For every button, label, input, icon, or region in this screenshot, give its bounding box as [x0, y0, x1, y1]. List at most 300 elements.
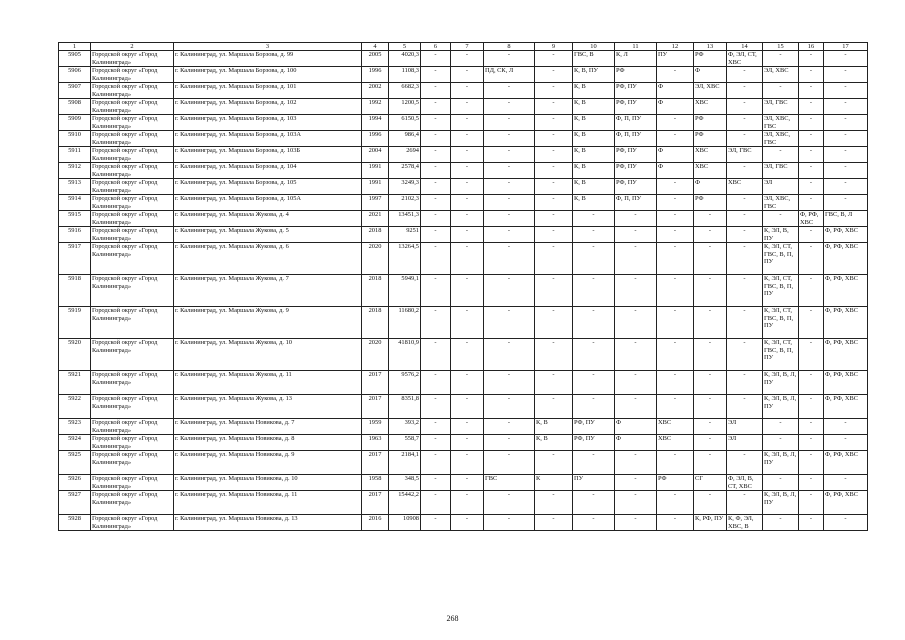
housing-register-table — [58, 42, 868, 531]
table-row — [59, 195, 868, 211]
col-10-cell: К, В — [573, 195, 615, 211]
col-6-cell: - — [421, 395, 451, 419]
address-cell: г. Калининград, ул. Маршала Борзова, д. 101 — [174, 83, 362, 99]
col-8-cell: - — [484, 179, 535, 195]
table-row — [59, 371, 868, 395]
col-10-cell: РФ, ПУ — [573, 435, 615, 451]
col-11-cell: - — [615, 475, 657, 491]
col-11-cell: Ф — [615, 419, 657, 435]
col-9-cell: - — [535, 515, 573, 531]
col-15-cell: - — [763, 419, 799, 435]
col-9-cell: - — [535, 243, 573, 275]
col-7-cell: - — [451, 99, 484, 115]
table-row — [59, 179, 868, 195]
col-16-cell: - — [799, 451, 824, 475]
table-row — [59, 515, 868, 531]
col-17-cell: - — [824, 419, 868, 435]
col-6-cell: - — [421, 475, 451, 491]
row-number-cell: 5926 — [59, 475, 91, 491]
col-14-cell: - — [727, 227, 763, 243]
table-row — [59, 83, 868, 99]
col-13-cell: - — [694, 395, 727, 419]
area-cell: 558,7 — [389, 435, 421, 451]
col-8-cell: - — [484, 451, 535, 475]
col-12-cell: ХВС — [657, 419, 694, 435]
col-8-cell: ПД, СК, Л — [484, 67, 535, 83]
col-6-cell: - — [421, 451, 451, 475]
col-17-cell: - — [824, 179, 868, 195]
col-10-cell: - — [573, 451, 615, 475]
col-10-cell: - — [573, 515, 615, 531]
column-number: 16 — [799, 43, 824, 51]
area-cell: 4020,3 — [389, 51, 421, 67]
col-12-cell: - — [657, 179, 694, 195]
col-10-cell: ГВС, В — [573, 51, 615, 67]
build-year-cell: 1997 — [362, 195, 389, 211]
col-10-cell: - — [573, 395, 615, 419]
col-15-cell: ЭЛ, ХВС — [763, 67, 799, 83]
address-cell: г. Калининград, ул. Маршала Новикова, д. 8 — [174, 435, 362, 451]
col-7-cell: - — [451, 307, 484, 339]
col-9-cell: К — [535, 475, 573, 491]
build-year-cell: 2004 — [362, 147, 389, 163]
col-13-cell: РФ — [694, 115, 727, 131]
col-16-cell: - — [799, 243, 824, 275]
row-number-cell: 5905 — [59, 51, 91, 67]
col-16-cell: - — [799, 131, 824, 147]
col-9-cell: - — [535, 131, 573, 147]
table-row — [59, 211, 868, 227]
municipality-cell: Городской округ «Город Калининград» — [91, 339, 174, 371]
area-cell: 11680,2 — [389, 307, 421, 339]
build-year-cell: 2020 — [362, 339, 389, 371]
col-14-cell: - — [727, 83, 763, 99]
col-17-cell: - — [824, 83, 868, 99]
col-6-cell: - — [421, 339, 451, 371]
area-cell: 1108,3 — [389, 67, 421, 83]
col-11-cell: Ф — [615, 435, 657, 451]
col-12-cell: Ф — [657, 83, 694, 99]
col-16-cell: - — [799, 115, 824, 131]
col-11-cell: - — [615, 491, 657, 515]
col-17-cell: Ф, РФ, ХВС — [824, 275, 868, 307]
row-number-cell: 5920 — [59, 339, 91, 371]
area-cell: 2184,1 — [389, 451, 421, 475]
address-cell: г. Калининград, ул. Маршала Борзова, д. 103 — [174, 115, 362, 131]
col-15-cell: - — [763, 51, 799, 67]
col-17-cell: - — [824, 147, 868, 163]
col-13-cell: ЭЛ, ХВС — [694, 83, 727, 99]
col-10-cell: К, В — [573, 163, 615, 179]
table-row — [59, 163, 868, 179]
col-13-cell: - — [694, 275, 727, 307]
row-number-cell: 5910 — [59, 131, 91, 147]
col-9-cell: К, В — [535, 419, 573, 435]
col-7-cell: - — [451, 163, 484, 179]
col-14-cell: Ф, ЭЛ, В, СТ, ХВС — [727, 475, 763, 491]
build-year-cell: 2017 — [362, 451, 389, 475]
col-16-cell: - — [799, 99, 824, 115]
col-15-cell: - — [763, 475, 799, 491]
column-number: 14 — [727, 43, 763, 51]
municipality-cell: Городской округ «Город Калининград» — [91, 371, 174, 395]
address-cell: г. Калининград, ул. Маршала Жукова, д. 9 — [174, 307, 362, 339]
col-15-cell: ЭЛ, ХВС, ГВС — [763, 115, 799, 131]
row-number-cell: 5921 — [59, 371, 91, 395]
col-12-cell: - — [657, 115, 694, 131]
col-14-cell: ЭЛ, ГВС — [727, 147, 763, 163]
col-16-cell: - — [799, 179, 824, 195]
col-7-cell: - — [451, 395, 484, 419]
area-cell: 986,4 — [389, 131, 421, 147]
col-17-cell: - — [824, 99, 868, 115]
col-11-cell: - — [615, 307, 657, 339]
col-17-cell: Ф, РФ, ХВС — [824, 395, 868, 419]
col-6-cell: - — [421, 195, 451, 211]
area-cell: 9576,2 — [389, 371, 421, 395]
col-12-cell: - — [657, 211, 694, 227]
col-15-cell: К, ЭЛ, В, Л, ПУ — [763, 395, 799, 419]
col-8-cell: - — [484, 339, 535, 371]
col-9-cell: - — [535, 211, 573, 227]
table-row — [59, 451, 868, 475]
col-14-cell: - — [727, 211, 763, 227]
col-7-cell: - — [451, 227, 484, 243]
col-9-cell: - — [535, 147, 573, 163]
col-8-cell: - — [484, 51, 535, 67]
col-9-cell: - — [535, 115, 573, 131]
col-10-cell: К, В — [573, 83, 615, 99]
col-6-cell: - — [421, 163, 451, 179]
col-10-cell: К, В — [573, 115, 615, 131]
col-7-cell: - — [451, 451, 484, 475]
table-row — [59, 131, 868, 147]
col-17-cell: Ф, РФ, ХВС — [824, 243, 868, 275]
row-number-cell: 5916 — [59, 227, 91, 243]
col-11-cell: - — [615, 515, 657, 531]
area-cell: 41810,9 — [389, 339, 421, 371]
col-8-cell: - — [484, 435, 535, 451]
table-row — [59, 275, 868, 307]
col-17-cell: Ф, РФ, ХВС — [824, 307, 868, 339]
col-7-cell: - — [451, 419, 484, 435]
municipality-cell: Городской округ «Город Калининград» — [91, 491, 174, 515]
col-15-cell: ЭЛ, ГВС — [763, 99, 799, 115]
municipality-cell: Городской округ «Город Калининград» — [91, 227, 174, 243]
col-16-cell: Ф, РФ, ХВС — [799, 211, 824, 227]
address-cell: г. Калининград, ул. Маршала Новикова, д. 13 — [174, 515, 362, 531]
col-14-cell: - — [727, 307, 763, 339]
col-15-cell: - — [763, 83, 799, 99]
col-13-cell: СГ — [694, 475, 727, 491]
col-8-cell: - — [484, 131, 535, 147]
table-row — [59, 435, 868, 451]
row-number-cell: 5906 — [59, 67, 91, 83]
col-14-cell: - — [727, 163, 763, 179]
col-6-cell: - — [421, 275, 451, 307]
row-number-cell: 5928 — [59, 515, 91, 531]
col-13-cell: Ф — [694, 179, 727, 195]
col-6-cell: - — [421, 491, 451, 515]
col-8-cell: - — [484, 163, 535, 179]
col-10-cell: К, В — [573, 131, 615, 147]
col-17-cell: - — [824, 195, 868, 211]
col-9-cell: - — [535, 83, 573, 99]
col-13-cell: К, РФ, ПУ — [694, 515, 727, 531]
build-year-cell: 1992 — [362, 99, 389, 115]
col-17-cell: Ф, РФ, ХВС — [824, 491, 868, 515]
row-number-cell: 5907 — [59, 83, 91, 99]
col-17-cell: - — [824, 435, 868, 451]
municipality-cell: Городской округ «Город Калининград» — [91, 147, 174, 163]
col-8-cell: - — [484, 491, 535, 515]
municipality-cell: Городской округ «Город Калининград» — [91, 515, 174, 531]
column-number: 11 — [615, 43, 657, 51]
col-12-cell: - — [657, 371, 694, 395]
col-17-cell: Ф, РФ, ХВС — [824, 451, 868, 475]
column-number: 12 — [657, 43, 694, 51]
col-16-cell: - — [799, 419, 824, 435]
col-15-cell: К, ЭЛ, В, ПУ — [763, 227, 799, 243]
row-number-cell: 5915 — [59, 211, 91, 227]
col-14-cell: ХВС — [727, 179, 763, 195]
col-6-cell: - — [421, 115, 451, 131]
col-9-cell: К, В — [535, 435, 573, 451]
column-number: 17 — [824, 43, 868, 51]
address-cell: г. Калининград, ул. Маршала Борзова, д. 102 — [174, 99, 362, 115]
col-17-cell: - — [824, 131, 868, 147]
column-number: 5 — [389, 43, 421, 51]
col-6-cell: - — [421, 179, 451, 195]
col-16-cell: - — [799, 491, 824, 515]
table-row — [59, 395, 868, 419]
address-cell: г. Калининград, ул. Маршала Жукова, д. 5 — [174, 227, 362, 243]
col-16-cell: - — [799, 339, 824, 371]
col-12-cell: ХВС — [657, 435, 694, 451]
build-year-cell: 2018 — [362, 275, 389, 307]
row-number-cell: 5909 — [59, 115, 91, 131]
col-6-cell: - — [421, 435, 451, 451]
col-14-cell: - — [727, 195, 763, 211]
col-11-cell: РФ, ПУ — [615, 83, 657, 99]
municipality-cell: Городской округ «Город Калининград» — [91, 435, 174, 451]
build-year-cell: 2017 — [362, 491, 389, 515]
col-9-cell: - — [535, 179, 573, 195]
col-13-cell: - — [694, 451, 727, 475]
col-12-cell: - — [657, 339, 694, 371]
col-9-cell: - — [535, 491, 573, 515]
col-11-cell: - — [615, 395, 657, 419]
table-row — [59, 99, 868, 115]
area-cell: 8351,8 — [389, 395, 421, 419]
row-number-cell: 5922 — [59, 395, 91, 419]
col-12-cell: - — [657, 515, 694, 531]
col-13-cell: Ф — [694, 67, 727, 83]
build-year-cell: 2016 — [362, 515, 389, 531]
col-14-cell: ЭЛ — [727, 435, 763, 451]
col-15-cell: ЭЛ — [763, 179, 799, 195]
col-13-cell: - — [694, 211, 727, 227]
col-14-cell: ЭЛ — [727, 419, 763, 435]
col-16-cell: - — [799, 51, 824, 67]
build-year-cell: 2002 — [362, 83, 389, 99]
address-cell: г. Калининград, ул. Маршала Новикова, д. 11 — [174, 491, 362, 515]
col-8-cell: - — [484, 243, 535, 275]
col-6-cell: - — [421, 211, 451, 227]
col-12-cell: - — [657, 195, 694, 211]
address-cell: г. Калининград, ул. Маршала Борзова, д. 99 — [174, 51, 362, 67]
col-10-cell: К, В — [573, 99, 615, 115]
col-15-cell: - — [763, 147, 799, 163]
area-cell: 6682,3 — [389, 83, 421, 99]
col-14-cell: - — [727, 99, 763, 115]
col-13-cell: РФ — [694, 51, 727, 67]
col-16-cell: - — [799, 475, 824, 491]
build-year-cell: 2018 — [362, 307, 389, 339]
area-cell: 13264,5 — [389, 243, 421, 275]
build-year-cell: 1963 — [362, 435, 389, 451]
col-12-cell: РФ — [657, 475, 694, 491]
col-14-cell: - — [727, 243, 763, 275]
col-10-cell: - — [573, 243, 615, 275]
address-cell: г. Калининград, ул. Маршала Жукова, д. 10 — [174, 339, 362, 371]
build-year-cell: 1996 — [362, 131, 389, 147]
col-9-cell: - — [535, 163, 573, 179]
col-7-cell: - — [451, 131, 484, 147]
address-cell: г. Калининград, ул. Маршала Жукова, д. 4 — [174, 211, 362, 227]
col-12-cell: Ф — [657, 99, 694, 115]
col-17-cell: - — [824, 67, 868, 83]
col-9-cell: - — [535, 67, 573, 83]
col-15-cell: ЭЛ, ХВС, ГВС — [763, 195, 799, 211]
municipality-cell: Городской округ «Город Калининград» — [91, 163, 174, 179]
col-11-cell: Ф, П, ПУ — [615, 115, 657, 131]
col-9-cell: - — [535, 371, 573, 395]
column-number: 13 — [694, 43, 727, 51]
area-cell: 2102,3 — [389, 195, 421, 211]
col-8-cell: - — [484, 83, 535, 99]
col-11-cell: - — [615, 243, 657, 275]
col-14-cell: - — [727, 395, 763, 419]
build-year-cell: 1958 — [362, 475, 389, 491]
col-16-cell: - — [799, 195, 824, 211]
address-cell: г. Калининград, ул. Маршала Борзова, д. 104 — [174, 163, 362, 179]
row-number-cell: 5908 — [59, 99, 91, 115]
table-row — [59, 227, 868, 243]
col-6-cell: - — [421, 99, 451, 115]
col-7-cell: - — [451, 243, 484, 275]
col-10-cell: - — [573, 275, 615, 307]
col-10-cell: - — [573, 339, 615, 371]
col-6-cell: - — [421, 51, 451, 67]
col-7-cell: - — [451, 179, 484, 195]
col-7-cell: - — [451, 211, 484, 227]
col-6-cell: - — [421, 147, 451, 163]
col-8-cell: - — [484, 227, 535, 243]
col-12-cell: - — [657, 307, 694, 339]
municipality-cell: Городской округ «Город Калининград» — [91, 179, 174, 195]
col-6-cell: - — [421, 243, 451, 275]
col-11-cell: - — [615, 451, 657, 475]
col-16-cell: - — [799, 147, 824, 163]
col-14-cell: - — [727, 67, 763, 83]
municipality-cell: Городской округ «Город Калининград» — [91, 211, 174, 227]
build-year-cell: 1994 — [362, 115, 389, 131]
col-17-cell: Ф, РФ, ХВС — [824, 227, 868, 243]
col-12-cell: - — [657, 243, 694, 275]
address-cell: г. Калининград, ул. Маршала Жукова, д. 6 — [174, 243, 362, 275]
col-17-cell: Ф, РФ, ХВС — [824, 339, 868, 371]
municipality-cell: Городской округ «Город Калининград» — [91, 419, 174, 435]
col-8-cell: - — [484, 275, 535, 307]
address-cell: г. Калининград, ул. Маршала Борзова, д. 105 — [174, 179, 362, 195]
area-cell: 5949,1 — [389, 275, 421, 307]
col-13-cell: ХВС — [694, 163, 727, 179]
col-10-cell: - — [573, 307, 615, 339]
row-number-cell: 5925 — [59, 451, 91, 475]
header-row — [59, 43, 868, 51]
col-11-cell: - — [615, 371, 657, 395]
col-7-cell: - — [451, 491, 484, 515]
municipality-cell: Городской округ «Город Калининград» — [91, 83, 174, 99]
col-7-cell: - — [451, 515, 484, 531]
build-year-cell: 2021 — [362, 211, 389, 227]
col-9-cell: - — [535, 451, 573, 475]
column-number: 15 — [763, 43, 799, 51]
area-cell: 2578,4 — [389, 163, 421, 179]
col-16-cell: - — [799, 395, 824, 419]
municipality-cell: Городской округ «Город Калининград» — [91, 275, 174, 307]
col-16-cell: - — [799, 307, 824, 339]
col-7-cell: - — [451, 115, 484, 131]
col-8-cell: - — [484, 307, 535, 339]
col-8-cell: - — [484, 115, 535, 131]
col-15-cell: К, ЭЛ, В, Л, ПУ — [763, 451, 799, 475]
col-13-cell: - — [694, 339, 727, 371]
col-15-cell: К, ЭЛ, СТ, ГВС, В, П, ПУ — [763, 339, 799, 371]
col-13-cell: ХВС — [694, 147, 727, 163]
municipality-cell: Городской округ «Город Калининград» — [91, 99, 174, 115]
col-14-cell: - — [727, 371, 763, 395]
col-10-cell: - — [573, 227, 615, 243]
col-13-cell: ХВС — [694, 99, 727, 115]
row-number-cell: 5914 — [59, 195, 91, 211]
table-row — [59, 147, 868, 163]
col-11-cell: РФ, ПУ — [615, 147, 657, 163]
col-11-cell: Ф, П, ПУ — [615, 131, 657, 147]
build-year-cell: 1991 — [362, 179, 389, 195]
column-number: 7 — [451, 43, 484, 51]
build-year-cell: 1991 — [362, 163, 389, 179]
col-15-cell: ЭЛ, ХВС, ГВС — [763, 131, 799, 147]
col-12-cell: - — [657, 275, 694, 307]
table-row — [59, 339, 868, 371]
col-13-cell: - — [694, 491, 727, 515]
col-8-cell: - — [484, 195, 535, 211]
address-cell: г. Калининград, ул. Маршала Новикова, д. 9 — [174, 451, 362, 475]
col-13-cell: - — [694, 243, 727, 275]
col-17-cell: - — [824, 475, 868, 491]
col-14-cell: К, Ф, ЭЛ, ХВС, В — [727, 515, 763, 531]
municipality-cell: Городской округ «Город Калининград» — [91, 451, 174, 475]
col-6-cell: - — [421, 83, 451, 99]
col-6-cell: - — [421, 131, 451, 147]
col-15-cell: - — [763, 515, 799, 531]
area-cell: 10908 — [389, 515, 421, 531]
col-9-cell: - — [535, 195, 573, 211]
col-14-cell: - — [727, 339, 763, 371]
table-row — [59, 67, 868, 83]
